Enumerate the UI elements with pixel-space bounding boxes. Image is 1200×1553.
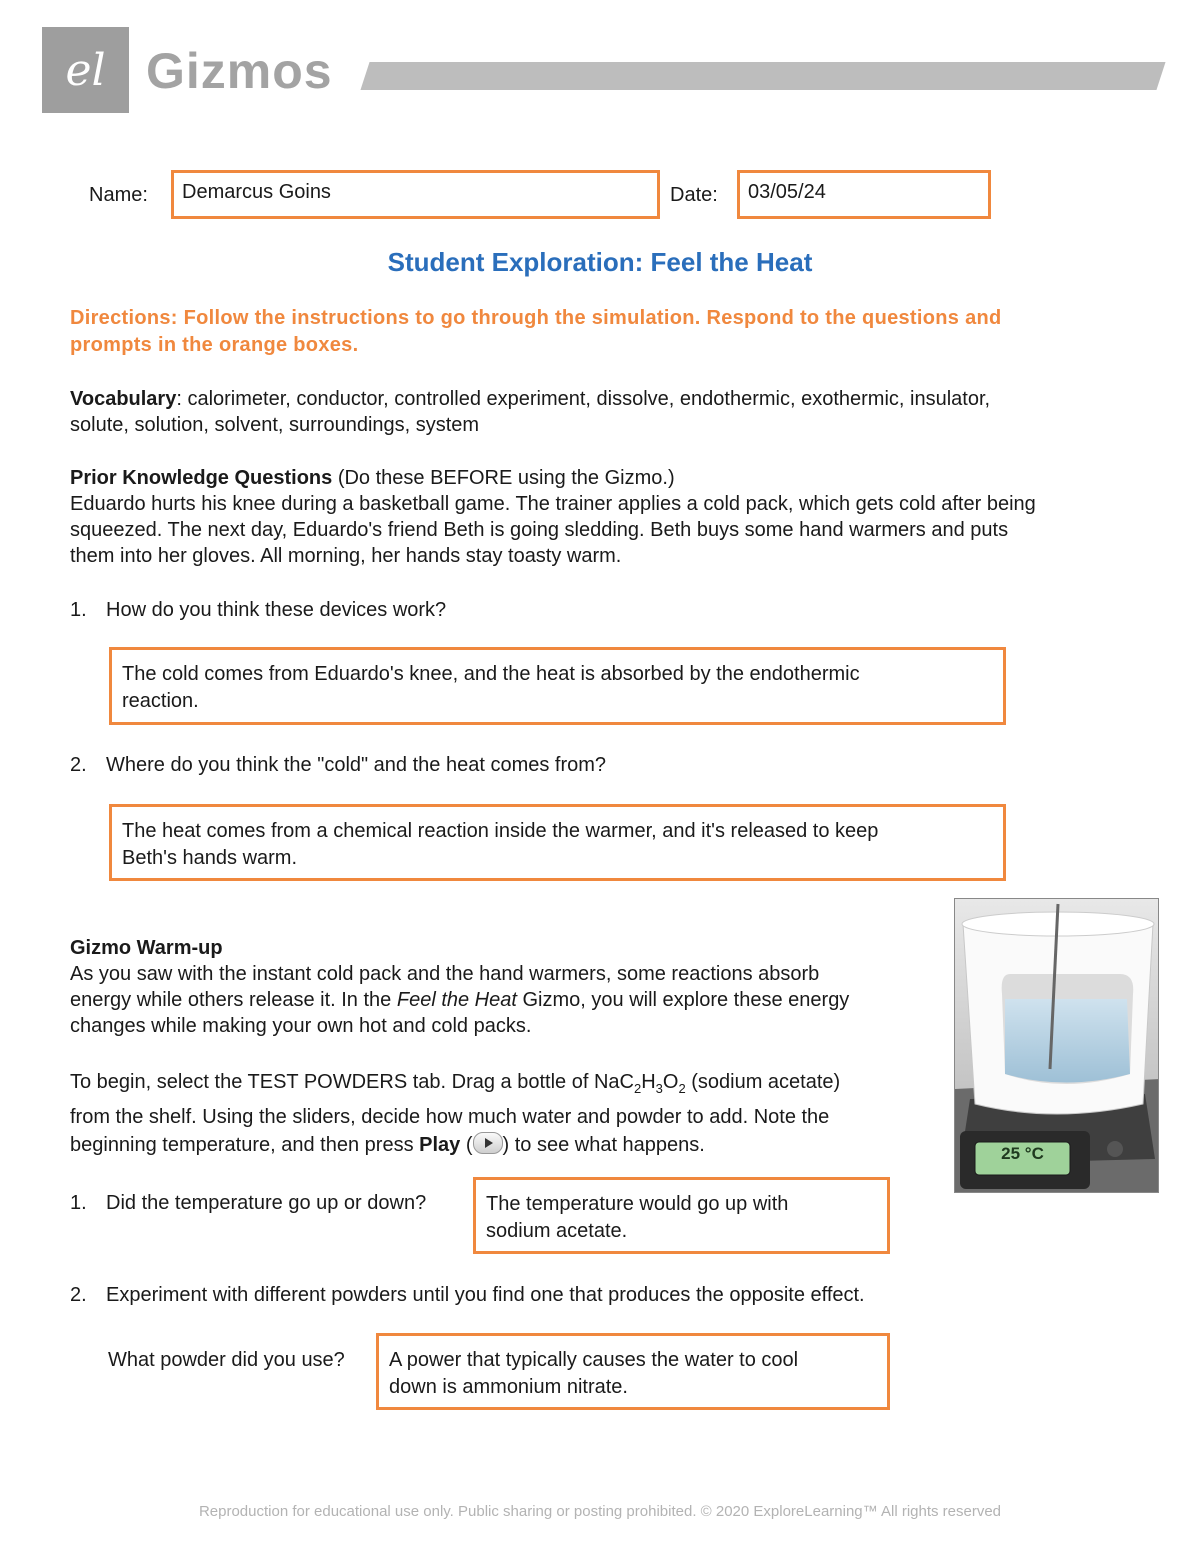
prior-knowledge-heading: Prior Knowledge Questions bbox=[70, 467, 333, 489]
temperature-readout: 25 °C bbox=[1001, 1144, 1044, 1163]
warmup-question-2: 2. Experiment with different powders until you find one that produces the opposite effect. bbox=[70, 1284, 865, 1306]
warmup-question-2b: What powder did you use? bbox=[108, 1349, 345, 1371]
prior-knowledge: Prior Knowledge Questions (Do these BEFORE using the Gizmo.) Eduardo hurts his knee during a basketball game. The trainer applies a cold pack, which gets cold after being squeezed. The next day, Eduardo's friend Beth is going sledding. Beth buys some hand warmers and puts them into her gloves. All morning, her hands stay toasty warm. bbox=[70, 467, 1036, 567]
calorimeter-image bbox=[954, 898, 1159, 1193]
prior-question-2: 2. Where do you think the "cold" and the heat comes from? bbox=[70, 754, 607, 776]
header-bar bbox=[360, 62, 1165, 90]
page-title: Student Exploration: Feel the Heat bbox=[387, 247, 813, 277]
warmup-intro: Gizmo Warm-up As you saw with the instant cold pack and the hand warmers, some reactions absorb energy while others release it. In the Feel the Heat Gizmo, you will explore these energy changes while making your own hot and cold packs. bbox=[70, 937, 850, 1037]
vocabulary: Vocabulary: calorimeter, conductor, controlled experiment, dissolve, endothermic, exothermic, insulator, solute, solution, solvent, surroundings, system bbox=[70, 388, 991, 436]
footer: Reproduction for educational use only. Public sharing or posting prohibited. © 2020 ExploreLearning™ All rights reserved bbox=[198, 1503, 1002, 1520]
gizmos-brand: Gizmos bbox=[146, 43, 333, 99]
play-icon bbox=[473, 1132, 503, 1154]
explorelearning-logo: el bbox=[42, 27, 129, 113]
name-field[interactable]: Demarcus Goins bbox=[171, 170, 660, 219]
date-label: Date: bbox=[670, 184, 718, 206]
date-field[interactable]: 03/05/24 bbox=[737, 170, 991, 219]
directions: Directions: Follow the instructions to go through the simulation. Respond to the questions and prompts in the orange boxes. bbox=[70, 307, 1002, 356]
prior-question-1: 1. How do you think these devices work? bbox=[70, 599, 447, 621]
warmup-question-1: 1. Did the temperature go up or down? bbox=[70, 1192, 427, 1214]
warmup-answer-2[interactable]: A power that typically causes the water to cool down is ammonium nitrate. bbox=[376, 1333, 890, 1410]
prior-answer-1[interactable]: The cold comes from Eduardo's knee, and the heat is absorbed by the endothermic reaction. bbox=[109, 647, 1006, 725]
warmup-answer-1[interactable]: The temperature would go up with sodium acetate. bbox=[473, 1177, 890, 1254]
warmup-instructions: To begin, select the TEST POWDERS tab. Drag a bottle of $NaC_2H_3O_2$ (sodium acetate) from the shelf. Using the sliders, decide how much water and powder to add. Note the beginning temperature, and then press Play ( ) to see what happens. bbox=[70, 1071, 841, 1156]
name-label: Name: bbox=[89, 184, 148, 206]
warmup-heading: Gizmo Warm-up bbox=[70, 937, 223, 959]
prior-answer-2[interactable]: The heat comes from a chemical reaction inside the warmer, and it's released to keep Beth's hands warm. bbox=[109, 804, 1006, 881]
